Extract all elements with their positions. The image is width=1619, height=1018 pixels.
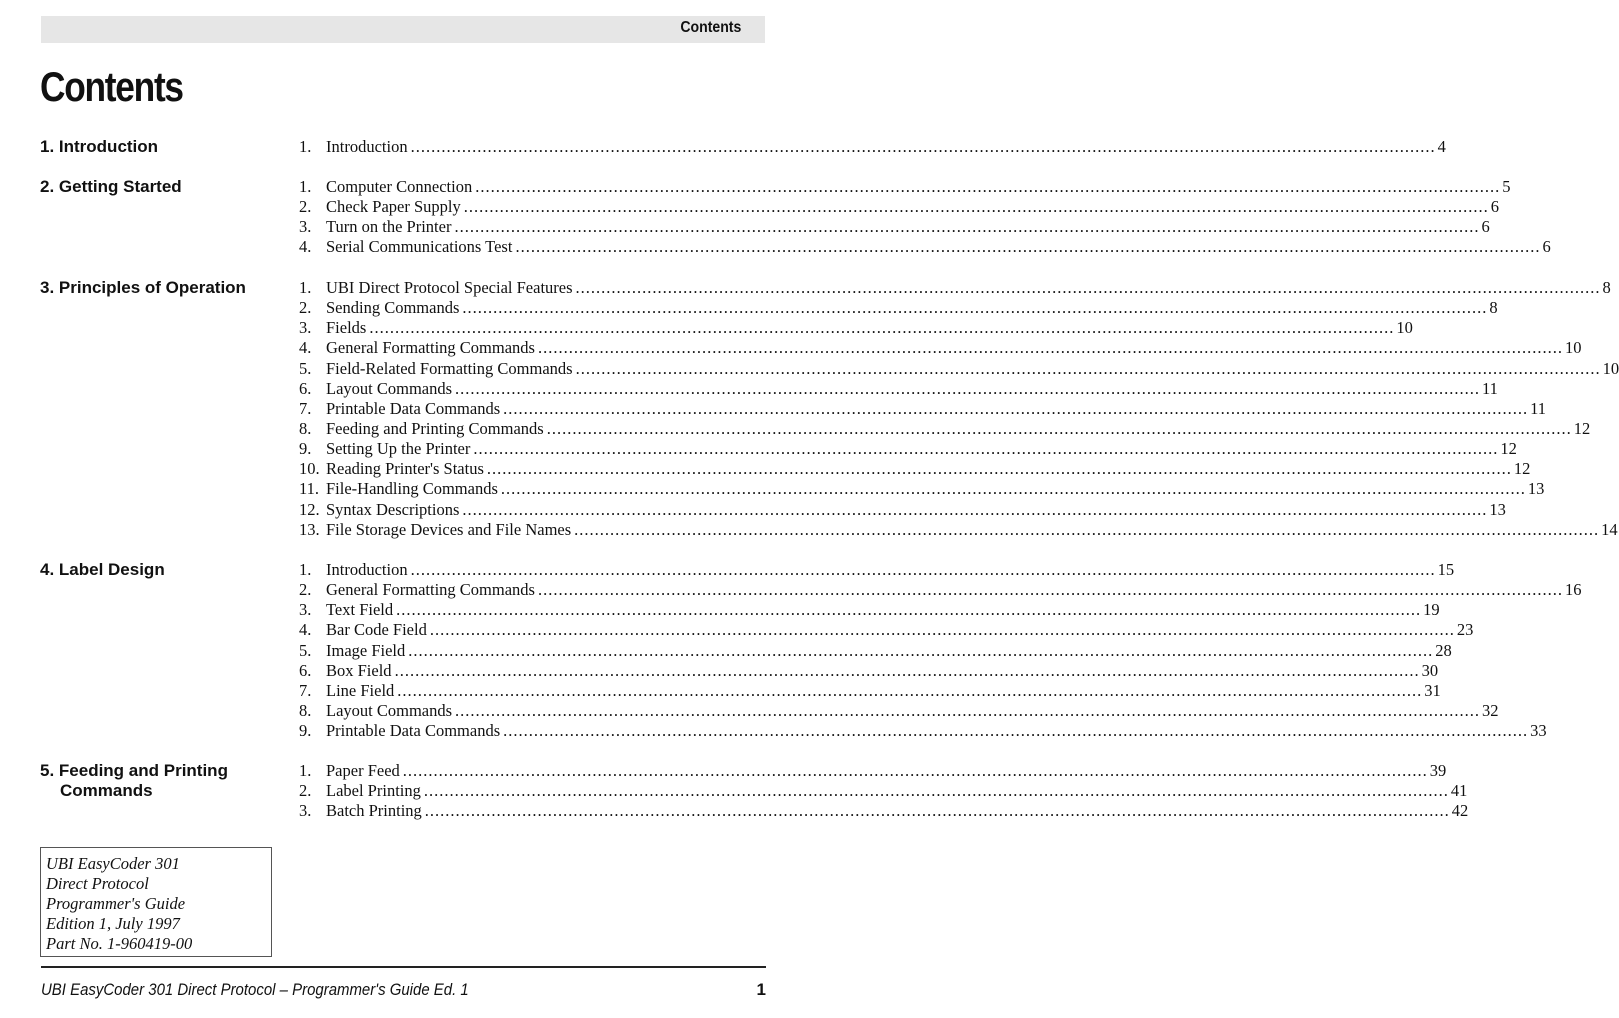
toc-entry[interactable] — [299, 318, 1413, 338]
toc-entry-page: 12 — [1500, 439, 1517, 459]
info-line: Edition 1, July 1997 — [46, 914, 180, 933]
toc-entry-page: 4 — [1437, 137, 1446, 156]
toc-entry-page: 14 — [1601, 519, 1618, 539]
toc-entry-number: 7. — [299, 680, 312, 700]
dot-leader: ........................................................................................................................................................................................................ — [455, 378, 1481, 398]
toc-entry-page: 8 — [1489, 298, 1498, 318]
chapter-title-text: 1. Introduction — [40, 137, 159, 156]
toc-entry-page: 5 — [1502, 177, 1511, 196]
toc-entry-number: 6. — [299, 660, 312, 680]
dot-leader: ........................................................................................................................................................................................................ — [486, 459, 1512, 479]
toc-entry-title: Setting Up the Printer — [326, 439, 471, 459]
dot-leader: ........................................................................................................................................................................................................ — [369, 318, 1395, 338]
toc-entry-number: 8. — [299, 700, 312, 720]
info-line: UBI EasyCoder 301 — [46, 854, 180, 873]
dot-leader: ........................................................................................................................................................................................................ — [463, 197, 1489, 217]
toc-entry-page: 10 — [1602, 358, 1619, 378]
dot-leader: ........................................................................................................................................................................................................ — [537, 580, 1563, 600]
toc-entry-page: 41 — [1450, 781, 1468, 801]
toc-entry-title: File-Handling Commands — [326, 479, 498, 499]
toc-entry[interactable] — [299, 459, 1531, 479]
toc-entry-number: 1. — [299, 137, 312, 156]
toc-entry[interactable] — [299, 217, 1490, 237]
dot-leader: ........................................................................................................................................................................................................ — [429, 620, 1455, 640]
toc-entry[interactable] — [299, 177, 1511, 197]
toc-entry-number: 2. — [299, 197, 312, 217]
toc-entry-title: Check Paper Supply — [326, 197, 461, 217]
running-header-title: Contents — [679, 19, 741, 36]
toc-entry-number: 11. — [299, 479, 320, 499]
toc-entry-page: 28 — [1435, 640, 1452, 660]
toc-entry-page: 11 — [1482, 378, 1498, 398]
toc-entry-page: 16 — [1564, 580, 1582, 600]
toc-entry[interactable] — [299, 640, 1452, 661]
chapter-title-text: 3. Principles of Operation — [40, 278, 246, 297]
toc-entry-page: 32 — [1482, 700, 1499, 720]
toc-entry-number: 4. — [299, 237, 312, 257]
toc-entry[interactable] — [299, 298, 1498, 318]
toc-entry[interactable] — [299, 439, 1517, 459]
toc-entry[interactable] — [299, 660, 1439, 681]
toc-entry[interactable] — [299, 721, 1547, 741]
toc-entry[interactable] — [299, 519, 1618, 540]
toc-entry-page: 19 — [1423, 600, 1440, 620]
dot-leader: ........................................................................................................................................................................................................ — [515, 237, 1541, 257]
chapter-title — [40, 137, 270, 157]
publication-info-box — [40, 847, 272, 957]
toc-entry-title: Box Field — [326, 660, 392, 680]
toc-entry-page: 30 — [1421, 660, 1439, 680]
toc-entry-number: 13. — [299, 519, 320, 539]
toc-entry-title: General Formatting Commands — [326, 338, 535, 358]
toc-entry-title: File Storage Devices and File Names — [326, 519, 572, 539]
toc-entry[interactable] — [299, 197, 1499, 217]
toc-entry[interactable] — [299, 278, 1611, 298]
dot-leader: ........................................................................................................................................................................................................ — [402, 761, 1428, 780]
toc-entry-title: Fields — [326, 318, 367, 338]
toc-entry-page: 6 — [1490, 197, 1499, 217]
dot-leader: ........................................................................................................................................................................................................ — [503, 721, 1529, 741]
toc-entry[interactable] — [299, 237, 1551, 257]
toc-entry-title: UBI Direct Protocol Special Features — [326, 278, 573, 297]
toc-entry[interactable] — [299, 479, 1545, 499]
toc-entry-page: 13 — [1527, 479, 1545, 499]
toc-entry-page: 42 — [1451, 801, 1469, 821]
chapter-title-text-line2: Commands — [60, 781, 153, 800]
toc-entry-title: Serial Communications Test — [326, 237, 513, 257]
toc-entry-number: 2. — [299, 580, 312, 600]
toc-entry-title: Syntax Descriptions — [326, 499, 460, 519]
toc-entry-number: 8. — [299, 418, 312, 438]
toc-entry-number: 5. — [299, 358, 312, 378]
dot-leader: ........................................................................................................................................................................................................ — [423, 781, 1449, 801]
footer-text: UBI EasyCoder 301 Direct Protocol – Programmer's Guide Ed. 1 — [41, 980, 469, 999]
dot-leader: ........................................................................................................................................................................................................ — [546, 418, 1572, 438]
toc-entry-page: 12 — [1573, 418, 1591, 438]
toc-entry-number: 1. — [299, 177, 312, 196]
page-number: 1 — [756, 980, 766, 999]
toc-entry-title: Image Field — [326, 640, 406, 660]
toc-entry-page: 10 — [1564, 338, 1582, 358]
toc-entry-page: 31 — [1424, 680, 1441, 700]
toc-entry-number: 3. — [299, 318, 312, 338]
toc-entry-page: 39 — [1429, 761, 1447, 780]
dot-leader: ........................................................................................................................................................................................................ — [574, 519, 1600, 539]
toc-entry-number: 1. — [299, 560, 312, 579]
dot-leader: ........................................................................................................................................................................................................ — [408, 640, 1434, 660]
toc-entry-title: Batch Printing — [326, 801, 422, 821]
toc-entry-page: 6 — [1481, 217, 1490, 237]
toc-entry[interactable] — [299, 338, 1582, 358]
toc-entry[interactable] — [299, 358, 1619, 379]
footer-rule — [41, 966, 766, 968]
dot-leader: ........................................................................................................................................................................................................ — [473, 439, 1499, 459]
toc-entry[interactable] — [299, 761, 1447, 781]
toc-entry-number: 5. — [299, 640, 312, 660]
toc-entry-number: 6. — [299, 378, 312, 398]
toc-entry-list — [299, 177, 1551, 258]
toc-entry-number: 2. — [299, 781, 312, 801]
toc-entry-title: Layout Commands — [326, 700, 453, 720]
toc-entry-number: 9. — [299, 439, 312, 459]
toc-entry-title: Layout Commands — [326, 378, 453, 398]
toc-entry-title: Printable Data Commands — [326, 398, 501, 418]
toc-entry-number: 10. — [299, 459, 320, 479]
toc-entry-number: 9. — [299, 721, 312, 741]
toc-entry-title: General Formatting Commands — [326, 580, 535, 600]
dot-leader: ........................................................................................................................................................................................................ — [575, 358, 1601, 378]
toc-entry-title: Turn on the Printer — [326, 217, 452, 237]
toc-entry-title: Computer Connection — [326, 177, 473, 196]
toc-entry-list — [299, 560, 1582, 741]
toc-entry-page: 23 — [1456, 620, 1474, 640]
toc-entry[interactable] — [299, 560, 1455, 580]
toc-entry-title: Label Printing — [326, 781, 421, 801]
toc-entry[interactable] — [299, 499, 1506, 520]
toc-entry-title: Line Field — [326, 680, 395, 700]
dot-leader: ........................................................................................................................................................................................................ — [424, 801, 1450, 821]
toc-entry[interactable] — [299, 600, 1440, 620]
chapter-title — [40, 278, 270, 298]
toc-entry[interactable] — [299, 137, 1446, 157]
toc-entry-page: 13 — [1489, 499, 1506, 519]
toc-entry[interactable] — [299, 700, 1499, 721]
toc-entry-number: 1. — [299, 761, 312, 780]
dot-leader: ........................................................................................................................................................................................................ — [455, 700, 1481, 720]
toc-entry-title: Introduction — [326, 137, 408, 156]
chapter-title-text: 4. Label Design — [40, 560, 165, 579]
toc-entry[interactable] — [299, 418, 1591, 439]
running-header — [41, 16, 765, 43]
dot-leader: ........................................................................................................................................................................................................ — [500, 479, 1526, 499]
info-line: Direct Protocol — [46, 874, 149, 893]
dot-leader: ........................................................................................................................................................................................................ — [410, 137, 1436, 156]
dot-leader: ........................................................................................................................................................................................................ — [394, 660, 1420, 680]
toc-entry-title: Field-Related Formatting Commands — [326, 358, 573, 378]
toc-entry-title: Bar Code Field — [326, 620, 427, 640]
chapter-title-text: 5. Feeding and Printing — [40, 761, 228, 780]
toc-entry-number: 1. — [299, 278, 312, 297]
toc-entry[interactable] — [299, 801, 1469, 821]
toc-entry-page: 8 — [1602, 278, 1611, 297]
dot-leader: ........................................................................................................................................................................................................ — [462, 298, 1488, 318]
chapter-title — [40, 761, 270, 801]
toc-entry-page: 10 — [1396, 318, 1413, 338]
toc-entry[interactable] — [299, 378, 1498, 399]
toc-entry-number: 12. — [299, 499, 320, 519]
dot-leader: ........................................................................................................................................................................................................ — [410, 560, 1436, 579]
dot-leader: ........................................................................................................................................................................................................ — [454, 217, 1480, 237]
info-line: Programmer's Guide — [46, 894, 186, 913]
toc-entry-title: Feeding and Printing Commands — [326, 418, 544, 438]
dot-leader: ........................................................................................................................................................................................................ — [537, 338, 1563, 358]
toc-entry[interactable] — [299, 580, 1582, 600]
dot-leader: ........................................................................................................................................................................................................ — [396, 600, 1422, 620]
toc-entry-number: 3. — [299, 217, 312, 237]
dot-leader: ........................................................................................................................................................................................................ — [475, 177, 1501, 196]
toc-entry-title: Introduction — [326, 560, 408, 579]
toc-entry[interactable] — [299, 620, 1474, 640]
toc-entry-title: Sending Commands — [326, 298, 460, 318]
info-line: Part No. 1-960419-00 — [46, 934, 193, 953]
toc-entry-number: 3. — [299, 801, 312, 821]
toc-entry[interactable] — [299, 781, 1468, 801]
toc-entry-number: 4. — [299, 620, 312, 640]
toc-entry[interactable] — [299, 398, 1547, 419]
toc-entry-page: 15 — [1437, 560, 1455, 579]
toc-entry-list — [299, 137, 1446, 157]
toc-entry-number: 2. — [299, 298, 312, 318]
toc-entry-page: 33 — [1530, 721, 1547, 741]
toc-entry-list — [299, 761, 1469, 821]
toc-entry-list — [299, 278, 1619, 540]
chapter-title — [40, 560, 270, 580]
dot-leader: ........................................................................................................................................................................................................ — [462, 499, 1488, 519]
dot-leader: ........................................................................................................................................................................................................ — [575, 278, 1601, 297]
toc-entry-number: 4. — [299, 338, 312, 358]
toc-entry-title: Reading Printer's Status — [326, 459, 484, 479]
dot-leader: ........................................................................................................................................................................................................ — [503, 398, 1529, 418]
toc-entry-title: Paper Feed — [326, 761, 400, 780]
chapter-title — [40, 177, 270, 197]
toc-entry-number: 3. — [299, 600, 312, 620]
toc-entry-number: 7. — [299, 398, 312, 418]
dot-leader: ........................................................................................................................................................................................................ — [397, 680, 1423, 700]
toc-entry-page: 12 — [1513, 459, 1531, 479]
toc-entry-page: 6 — [1542, 237, 1551, 257]
chapter-title-text: 2. Getting Started — [40, 177, 182, 196]
toc-entry-title: Printable Data Commands — [326, 721, 501, 741]
toc-entry-title: Text Field — [326, 600, 394, 620]
page-title: Contents — [40, 63, 183, 110]
toc-entry[interactable] — [299, 680, 1441, 701]
toc-entry-page: 11 — [1530, 398, 1547, 418]
